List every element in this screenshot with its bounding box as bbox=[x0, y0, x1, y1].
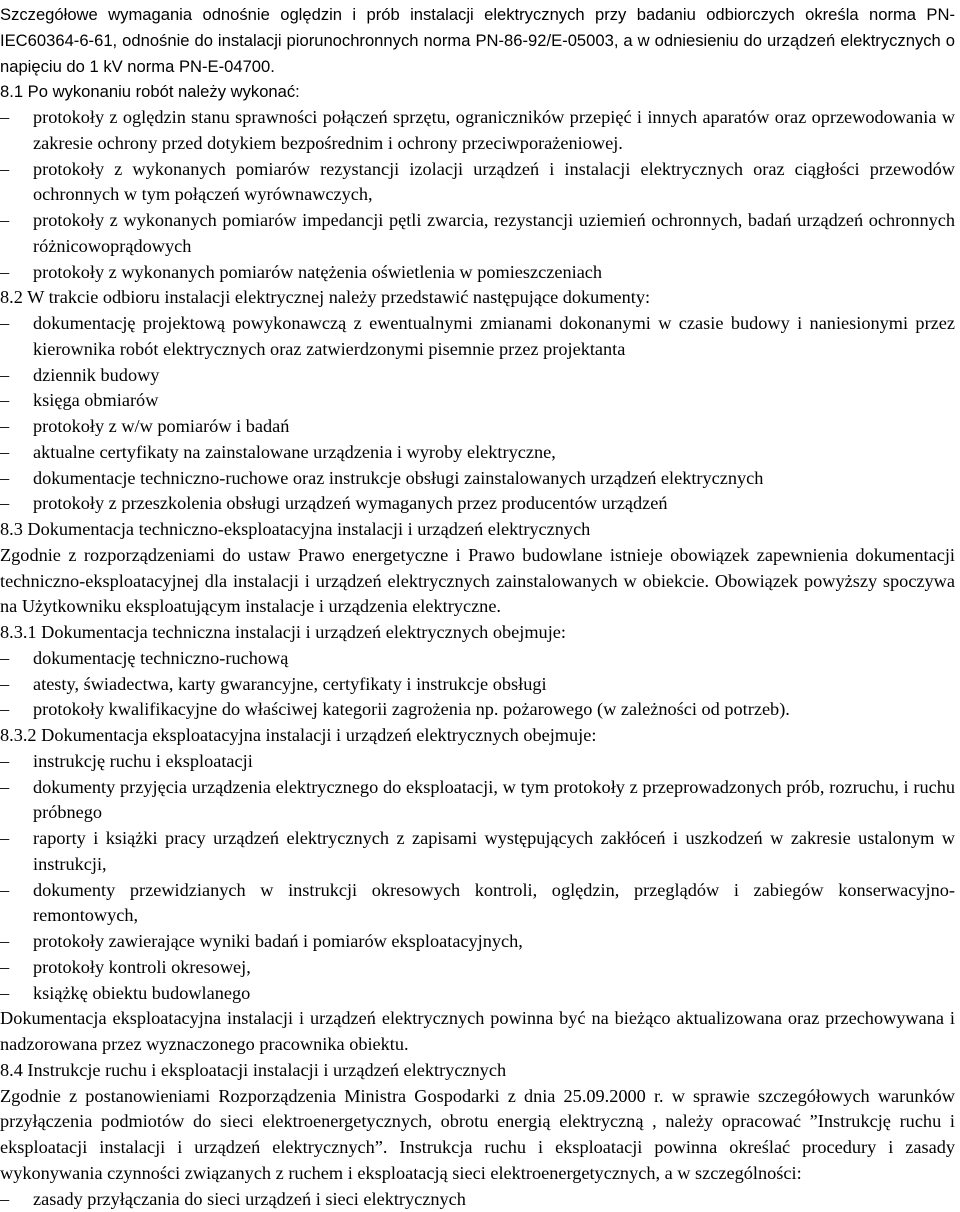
list-item-text: aktualne certyfikaty na zainstalowane urządzenia i wyroby elektryczne, bbox=[33, 440, 955, 466]
list-item-text: dokumenty przyjęcia urządzenia elektrycznego do eksploatacji, w tym protokoły z przeprowadzonych prób, rozruchu, i ruchu próbnego bbox=[33, 775, 955, 827]
list-dash: – bbox=[0, 260, 33, 286]
list-item bbox=[0, 826, 955, 878]
list-item bbox=[0, 388, 955, 414]
list-item-text: protokoły kwalifikacyjne do właściwej kategorii zagrożenia np. pożarowego (w zależności od potrzeb). bbox=[33, 697, 955, 723]
list-item-text: protokoły z wykonanych pomiarów impedancji pętli zwarcia, rezystancji uziemień ochronnych, badań urządzeń ochronnych różnicowoprądowych bbox=[33, 208, 955, 260]
list-item bbox=[0, 697, 955, 723]
list-dash: – bbox=[0, 955, 33, 981]
list-dash: – bbox=[0, 363, 33, 389]
list-item bbox=[0, 955, 955, 981]
list-item-text: protokoły z oględzin stanu sprawności połączeń sprzętu, ograniczników przepięć i innych aparatów oraz oprzewodowania w zakresie ochrony przed dotykiem bezpośrednim i ochrony przeciwporażeniowej. bbox=[33, 105, 955, 157]
list-item-text: księga obmiarów bbox=[33, 388, 955, 414]
list-item-text: raporty i książki pracy urządzeń elektrycznych z zapisami występujących zakłóceń i uszkodzeń w zakresie ustalonym w instrukcji, bbox=[33, 826, 955, 878]
paragraph: Szczegółowe wymagania odnośnie oględzin i prób instalacji elektrycznych przy badaniu odbiorczych określa norma PN-IEC60364-6-61, odnośnie do instalacji piorunochronnych norma PN-86-92/E-05003, a w odniesieniu do urządzeń elektrycznych o napięciu do 1 kV norma PN-E-04700. bbox=[0, 2, 955, 79]
list-dash: – bbox=[0, 157, 33, 183]
list-dash: – bbox=[0, 826, 33, 852]
list-item bbox=[0, 466, 955, 492]
list-item-text: protokoły z w/w pomiarów i badań bbox=[33, 414, 955, 440]
list-item-text: protokoły z wykonanych pomiarów natężenia oświetlenia w pomieszczeniach bbox=[33, 260, 955, 286]
list-item bbox=[0, 672, 955, 698]
list-dash: – bbox=[0, 440, 33, 466]
list-item bbox=[0, 208, 955, 260]
list-item bbox=[0, 646, 955, 672]
list-dash: – bbox=[0, 749, 33, 775]
list-item-text: protokoły zawierające wyniki badań i pomiarów eksploatacyjnych, bbox=[33, 929, 955, 955]
list-dash: – bbox=[0, 929, 33, 955]
paragraph: 8.3 Dokumentacja techniczno-eksploatacyjna instalacji i urządzeń elektrycznych bbox=[0, 517, 955, 543]
paragraph: 8.1 Po wykonaniu robót należy wykonać: bbox=[0, 79, 955, 105]
document-page bbox=[0, 2, 955, 1212]
list-item-text: instrukcję ruchu i eksploatacji bbox=[33, 749, 955, 775]
list-dash: – bbox=[0, 466, 33, 492]
paragraph: Dokumentacja eksploatacyjna instalacji i urządzeń elektrycznych powinna być na bieżąco aktualizowana oraz przechowywana i nadzorowana przez wyznaczonego pracownika obiektu. bbox=[0, 1006, 955, 1058]
list-item bbox=[0, 157, 955, 209]
list-dash: – bbox=[0, 1187, 33, 1212]
list-item-text: protokoły z przeszkolenia obsługi urządzeń wymaganych przez producentów urządzeń bbox=[33, 491, 955, 517]
paragraph: Zgodnie z postanowieniami Rozporządzenia Ministra Gospodarki z dnia 25.09.2000 r. w sprawie szczegółowych warunków przyłączenia podmiotów do sieci elektroenergetycznych, obrotu energią elektryczną , należy opracować ”Instrukcję ruchu i eksploatacji instalacji i urządzeń elektrycznych”. Instrukcja ruchu i eksploatacji powinna określać procedury i zasady wykonywania czynności związanych z ruchem i eksploatacją sieci elektroenergetycznych, a w szczególności: bbox=[0, 1084, 955, 1187]
list-item-text: atesty, świadectwa, karty gwarancyjne, certyfikaty i instrukcje obsługi bbox=[33, 672, 955, 698]
paragraph: 8.4 Instrukcje ruchu i eksploatacji instalacji i urządzeń elektrycznych bbox=[0, 1058, 955, 1084]
list-item bbox=[0, 1187, 955, 1212]
list-dash: – bbox=[0, 672, 33, 698]
list-dash: – bbox=[0, 646, 33, 672]
paragraph: Zgodnie z rozporządzeniami do ustaw Prawo energetyczne i Prawo budowlane istnieje obowiązek zapewnienia dokumentacji techniczno-eksploatacyjnej dla instalacji i urządzeń elektrycznych zainstalowanych w obiekcie. Obowiązek powyższy spoczywa na Użytkowniku eksploatującym instalacje i urządzenia elektryczne. bbox=[0, 543, 955, 620]
list-item bbox=[0, 414, 955, 440]
list-item-text: dokumentację techniczno-ruchową bbox=[33, 646, 955, 672]
list-item-text: dokumentacje techniczno-ruchowe oraz instrukcje obsługi zainstalowanych urządzeń elektrycznych bbox=[33, 466, 955, 492]
list-item-text: dziennik budowy bbox=[33, 363, 955, 389]
list-item bbox=[0, 440, 955, 466]
list-item bbox=[0, 491, 955, 517]
list-item bbox=[0, 749, 955, 775]
list-dash: – bbox=[0, 208, 33, 234]
list-dash: – bbox=[0, 311, 33, 337]
list-dash: – bbox=[0, 981, 33, 1007]
list-item bbox=[0, 878, 955, 930]
paragraph: 8.3.1 Dokumentacja techniczna instalacji i urządzeń elektrycznych obejmuje: bbox=[0, 620, 955, 646]
list-dash: – bbox=[0, 491, 33, 517]
list-dash: – bbox=[0, 414, 33, 440]
list-item-text: dokumentację projektową powykonawczą z ewentualnymi zmianami dokonanymi w czasie budowy i naniesionymi przez kierownika robót elektrycznych oraz zatwierdzonymi pisemnie przez projektanta bbox=[33, 311, 955, 363]
list-item-text: protokoły kontroli okresowej, bbox=[33, 955, 955, 981]
list-item bbox=[0, 775, 955, 827]
list-dash: – bbox=[0, 388, 33, 414]
list-item-text: zasady przyłączania do sieci urządzeń i sieci elektrycznych bbox=[33, 1187, 955, 1212]
list-item bbox=[0, 311, 955, 363]
paragraph: 8.3.2 Dokumentacja eksploatacyjna instalacji i urządzeń elektrycznych obejmuje: bbox=[0, 723, 955, 749]
list-dash: – bbox=[0, 878, 33, 904]
list-item bbox=[0, 981, 955, 1007]
list-dash: – bbox=[0, 775, 33, 801]
list-item bbox=[0, 260, 955, 286]
list-item bbox=[0, 105, 955, 157]
list-item-text: dokumenty przewidzianych w instrukcji okresowych kontroli, oględzin, przeglądów i zabiegów konserwacyjno-remontowych, bbox=[33, 878, 955, 930]
paragraph: 8.2 W trakcie odbioru instalacji elektrycznej należy przedstawić następujące dokumenty: bbox=[0, 285, 955, 311]
list-item bbox=[0, 929, 955, 955]
list-dash: – bbox=[0, 105, 33, 131]
list-item-text: protokoły z wykonanych pomiarów rezystancji izolacji urządzeń i instalacji elektrycznych oraz ciągłości przewodów ochronnych w tym połączeń wyrównawczych, bbox=[33, 157, 955, 209]
list-item-text: książkę obiektu budowlanego bbox=[33, 981, 955, 1007]
list-item bbox=[0, 363, 955, 389]
list-dash: – bbox=[0, 697, 33, 723]
